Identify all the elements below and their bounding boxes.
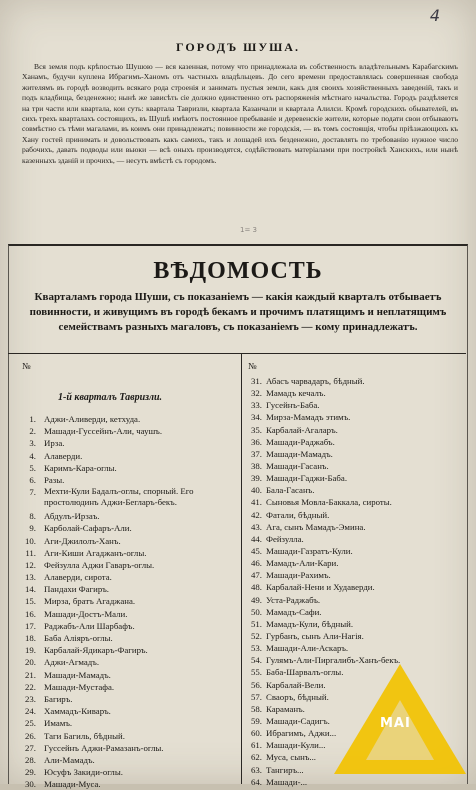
entry-name: Мамадъ кечалъ. (266, 388, 326, 399)
entry-number: 39. (251, 473, 262, 484)
entry-name: Раджабъ-Али Шарбафъ. (44, 620, 135, 631)
entry-name: Али-Мамадъ. (44, 754, 95, 765)
entry-name: Аги-Джилолъ-Ханъ. (44, 535, 121, 546)
list-item (240, 496, 462, 508)
list-item (14, 413, 240, 425)
entry-number: 36. (251, 436, 262, 447)
entry-number: 55. (251, 667, 262, 678)
entry-number: 19. (25, 645, 36, 656)
list-item (240, 472, 462, 484)
entry-number: 14. (25, 584, 36, 595)
entry-name: Тангиръ... (266, 764, 304, 775)
list-item (14, 669, 240, 681)
entry-number: 22. (25, 681, 36, 692)
list-item (14, 462, 240, 474)
list-item (14, 644, 240, 656)
entry-name: Сыновья Мовла-Баккала, сироты. (266, 497, 392, 508)
entry-name: Гурбанъ, сынъ Али-Нагія. (266, 630, 364, 641)
entry-name: Машади-Достъ-Мали. (44, 608, 128, 619)
entry-number: 41. (251, 497, 262, 508)
entry-name: Машади-Газратъ-Кули. (266, 545, 353, 556)
entry-number: 38. (251, 460, 262, 471)
list-item (240, 521, 462, 533)
entry-name: Юсуфъ Закиди-оглы. (44, 767, 123, 778)
entry-name: Бала-Гасанъ. (266, 485, 315, 496)
entry-name: Фатали, бѣдный. (266, 509, 330, 520)
entry-name: Машади-Мустафа. (44, 681, 115, 692)
entry-number: 62. (251, 752, 262, 763)
entry-name: Уста-Раджабъ. (266, 594, 321, 605)
entry-number: 13. (25, 572, 36, 583)
entry-number: 56. (251, 679, 262, 690)
entry-number: 45. (251, 545, 262, 556)
entry-number: 27. (25, 742, 36, 753)
entry-number: 58. (251, 703, 262, 714)
entry-name: Машади-Рахимъ. (266, 570, 331, 581)
entry-number: 5. (29, 462, 36, 473)
list-item (14, 693, 240, 705)
entry-number: 31. (251, 376, 262, 386)
list-item (240, 448, 462, 460)
entry-number: 11. (25, 547, 36, 558)
entry-name: Машади-Кули... (266, 740, 326, 751)
entry-name: Гуссейнъ Аджи-Рамазанъ-оглы. (44, 742, 164, 753)
entry-number: 40. (251, 485, 262, 496)
list-item (240, 545, 462, 557)
entry-name: Мирза, братъ Агаджана. (44, 596, 136, 607)
entry-name: Разы. (44, 474, 65, 485)
entry-number: 33. (251, 400, 262, 411)
entry-number: 2. (29, 426, 36, 437)
entry-name: Машади-Гуссейнъ-Али, чаушъ. (44, 426, 163, 437)
list-item (14, 730, 240, 742)
entry-number: 61. (251, 740, 262, 751)
entry-number: 4. (29, 450, 36, 461)
entry-name: Караманъ. (266, 703, 305, 714)
entry-name: Карбалай-Агаларъ. (266, 424, 338, 435)
entry-name: Машади-Гаджи-Баба. (266, 473, 348, 484)
list-item (240, 618, 462, 630)
list-item (14, 450, 240, 462)
entry-number: 29. (25, 767, 36, 778)
list-item (14, 595, 240, 607)
entry-name: Карбалай-Ядикаръ-Фагиръ. (44, 645, 148, 656)
list-item (14, 766, 240, 778)
entry-number: 26. (25, 730, 36, 741)
list-item (240, 460, 462, 472)
entry-number: 9. (29, 523, 36, 534)
ink-stamp: 1= 3 (240, 226, 257, 234)
list-item (14, 547, 240, 559)
entry-name: Пандахи Фагиръ. (44, 584, 109, 595)
entry-name: Аги-Киши Агаджанъ-оглы. (44, 547, 147, 558)
list-item (240, 594, 462, 606)
entry-name: Фейзулла Аджи Гаваръ-оглы. (44, 559, 155, 570)
list-item (240, 581, 462, 593)
entry-name: Баба-Шарвалъ-оглы. (266, 667, 344, 678)
entry-number: 52. (251, 630, 262, 641)
entry-name: Мамадъ-Кули, бѣдный. (266, 618, 354, 629)
entry-number: 54. (251, 655, 262, 666)
entry-number: 28. (25, 754, 36, 765)
list-item (240, 375, 462, 387)
list-item (14, 656, 240, 668)
entry-name: Машади-Раджабъ. (266, 436, 335, 447)
table-header-rule (8, 353, 466, 354)
entry-number: 23. (25, 693, 36, 704)
entry-name: Гулямъ-Али-Пиргалибъ-Ханъ-бекъ. (266, 655, 401, 666)
entry-name: Гусейнъ-Баба. (266, 400, 320, 411)
list-item (14, 510, 240, 522)
entry-number: 15. (25, 596, 36, 607)
entry-number: 50. (251, 606, 262, 617)
list-item (14, 717, 240, 729)
document-title: ВѢДОМОСТЬ (153, 258, 323, 284)
list-item (14, 474, 240, 486)
entry-name: Аджи-Аливерди, кетхуда. (44, 414, 141, 424)
entry-name: Мамадъ-Али-Кари. (266, 558, 339, 569)
list-item (240, 424, 462, 436)
entry-number: 64. (251, 776, 262, 787)
entry-number: 8. (29, 511, 36, 522)
entry-number: 51. (251, 618, 262, 629)
entry-name: Карболай-Сафаръ-Али. (44, 523, 132, 534)
entry-number: 63. (251, 764, 262, 775)
entry-name: Алаверди. (44, 450, 83, 461)
list-item (240, 642, 462, 654)
entry-name: Алаверди, сирота. (44, 572, 112, 583)
list-item (14, 571, 240, 583)
entry-name: Карбалай-Вели. (266, 679, 326, 690)
list-item (240, 630, 462, 642)
entry-number: 49. (251, 594, 262, 605)
entry-number: 6. (29, 474, 36, 485)
entry-name: Машади-Гасанъ. (266, 460, 329, 471)
intro-paragraph: Вся земля подъ крѣпостью Шушою — вся казенная, потому что принадлежала въ собственность владѣтельнымъ Карабагскимъ Ханамъ, будучи куплена Ибрагимъ-Ханомъ отъ частныхъ владѣльцевъ. До сего времени предоставлялась совершенная свобода жителямъ въ городѣ возводить всякаго рода строенія и занимать пустыя земли, какъ для своихъ хозяйственныхъ заведеній, такъ и подъ кладбища, безденежно; нынѣ же зависѣть сіе должно единственно отъ распоряженія мѣстнаго начальства. Городъ раздѣляется на три части или квартала, кои суть: квартала Тавризли, квартала Казанчали и квартала Алилси. Кромѣ городскихъ обывателей, въ сихъ трехъ кварталахъ состоящихъ, въ Шушѣ имѣютъ постоянное пребываніе и деревенскіе жители, которые подати свои отбываютъ совмѣстно съ тѣми магалами, въ коимъ они принадлежатъ; повинности же городскія, — въ томъ состоящія, чтобы пріѣзжающихъ къ Хану гостей принимать и довольствовать какъ самихъ, такъ и лошадей ихъ безденежно, доставлять по требованію нужное число рабочихъ, давать подводы или вьюки — всѣ оныхъ производятся, содѣйствовать матеріалами при постройкѣ Ханскихъ, или нынѣ казенныхъ зданій и прочихъ, — несутъ вмѣстѣ съ городомъ. (22, 62, 458, 165)
entry-number: 12. (25, 559, 36, 570)
entry-number: 24. (25, 706, 36, 717)
entry-number: 44. (251, 533, 262, 544)
number-header-left: № (22, 361, 31, 371)
entry-name: Мамадъ-Сафи. (266, 606, 322, 617)
left-entry-list (14, 413, 240, 790)
list-item (240, 399, 462, 411)
list-item (240, 387, 462, 399)
entry-number: 34. (251, 412, 262, 423)
list-item (14, 486, 240, 510)
entry-name: Каримъ-Кара-оглы. (44, 462, 117, 473)
entry-name: Ага, сынъ Мамадъ-Эмина. (266, 521, 366, 532)
entry-name: Ирза. (44, 438, 65, 449)
entry-name: Машади-Муса. (44, 779, 101, 790)
list-item (14, 778, 240, 790)
entry-number: 17. (25, 620, 36, 631)
logo-text: MAI (380, 716, 411, 731)
entry-number: 35. (251, 424, 262, 435)
entry-name: Машади-... (266, 776, 308, 787)
entry-name: Багиръ. (44, 693, 73, 704)
entry-number: 3. (29, 438, 36, 449)
entry-number: 48. (251, 582, 262, 593)
entry-number: 18. (25, 633, 36, 643)
entry-name: Сваоръ, бѣдный. (266, 691, 329, 702)
entry-number: 37. (251, 448, 262, 459)
entry-name: Таги Багиль, бѣдный. (44, 730, 125, 741)
list-item (240, 436, 462, 448)
entry-name: Машади-Мамадъ. (266, 448, 333, 459)
list-item (14, 522, 240, 534)
entry-name: Машади-Садигъ. (266, 715, 330, 726)
list-item (14, 705, 240, 717)
page-number: 4 (429, 6, 440, 25)
entry-number: 57. (251, 691, 262, 702)
list-item (14, 583, 240, 595)
entry-number: 16. (25, 608, 36, 619)
entry-name: Ибрагимъ, Аджи... (266, 728, 337, 739)
entry-name: Хаммадъ-Киваръ. (44, 706, 111, 717)
document-subtitle: Кварталамъ города Шуши, съ показаніемъ — какія каждый кварталъ отбываетъ повинности, и живущимъ въ городѣ бекамъ и прочимъ платящимъ и неплатящимъ семействамъ разныхъ магаловъ, съ показаніемъ — кому принадлежатъ. (29, 291, 447, 333)
list-item (14, 425, 240, 437)
entry-number: 21. (25, 669, 36, 680)
entry-name: Фейзулла. (266, 533, 304, 544)
entry-number: 43. (251, 521, 262, 532)
list-item (14, 742, 240, 754)
list-item (240, 569, 462, 581)
entry-name: Карбалай-Нени и Худаверди. (266, 582, 375, 593)
entry-number: 46. (251, 558, 262, 569)
section-title: ГОРОДЪ ШУША. (176, 40, 300, 54)
entry-name: Имамъ. (44, 718, 73, 729)
entry-number: 7. (29, 487, 36, 498)
list-item (14, 559, 240, 571)
entry-number: 32. (251, 388, 262, 399)
quarter-heading: 1-й кварталъ Тавризли. (58, 392, 163, 403)
list-item (14, 632, 240, 644)
entry-number: 20. (25, 657, 36, 668)
entry-name: Муса, сынъ... (266, 752, 316, 763)
entry-number: 25. (25, 718, 36, 729)
entry-name: Мехти-Кули Бадалъ-оглы, спорный. Его простолюдинъ Аджи-Бегларъ-бекъ. (44, 486, 194, 508)
entry-number: 10. (25, 535, 36, 546)
list-item (240, 484, 462, 496)
entry-name: Машади-Али-Аскаръ. (266, 643, 349, 654)
entry-number: 30. (25, 779, 36, 790)
list-item (240, 557, 462, 569)
list-item (14, 437, 240, 449)
list-item (14, 620, 240, 632)
number-header-right: № (248, 361, 257, 371)
list-item (14, 754, 240, 766)
entry-number: 60. (251, 728, 262, 739)
entry-name: Абасъ чарвадаръ, бѣдный. (266, 376, 365, 386)
list-item (240, 533, 462, 545)
entry-name: Абдулъ-Ирзаъ. (44, 511, 100, 522)
entry-number: 42. (251, 509, 262, 520)
entry-name: Мирза-Мамадъ этимъ. (266, 412, 351, 423)
entry-name: Баба Аліяръ-оглы. (44, 633, 113, 643)
entry-number: 47. (251, 570, 262, 581)
entry-name: Машади-Мамадъ. (44, 669, 111, 680)
list-item (14, 681, 240, 693)
list-item (14, 608, 240, 620)
list-item (240, 509, 462, 521)
entry-number: 1. (29, 414, 36, 424)
list-item (14, 535, 240, 547)
entry-number: 53. (251, 643, 262, 654)
list-item (240, 606, 462, 618)
list-item (240, 411, 462, 423)
entry-name: Аджи-Агмадъ. (44, 657, 100, 668)
entry-number: 59. (251, 715, 262, 726)
